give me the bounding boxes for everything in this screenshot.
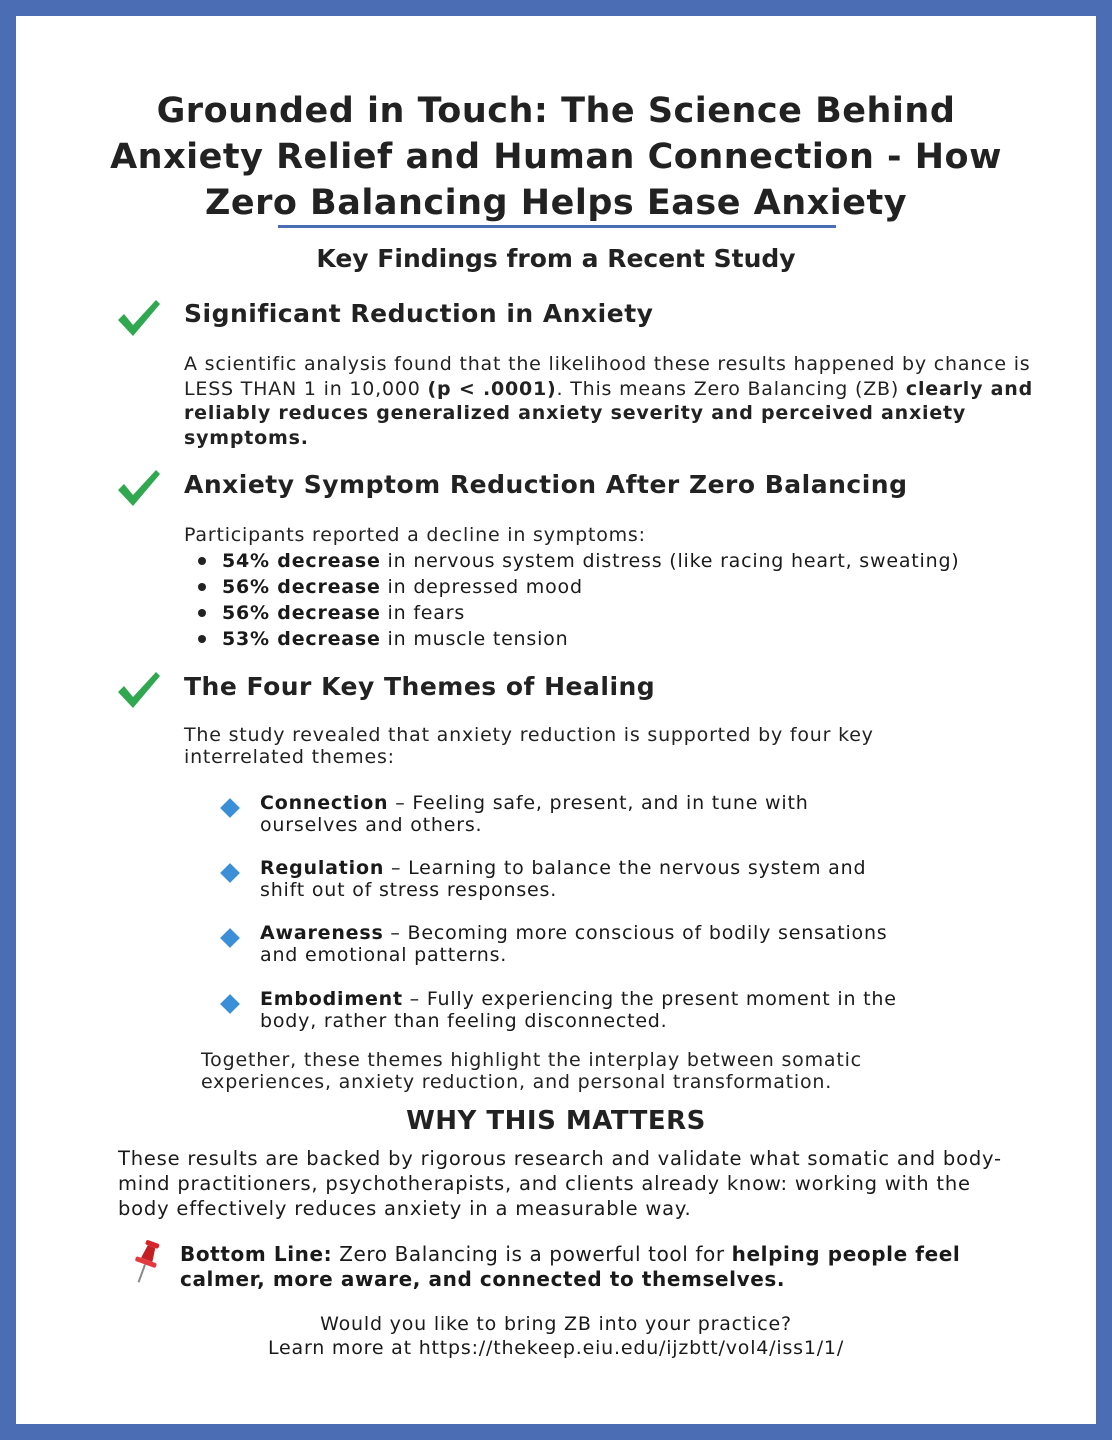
symptom-list (194, 548, 960, 652)
title-divider (278, 225, 836, 228)
title-line-1: Grounded in Touch: The Science Behind (156, 91, 956, 131)
checkmark-icon (116, 298, 162, 338)
section-1-heading: Significant Reduction in Anxiety (184, 299, 654, 328)
bottom-line: Bottom Line: Zero Balancing is a powerful tool for helping people feel calmer, more aware, and connected to themselves. (180, 1242, 961, 1291)
list-item: 53% decrease in muscle tension (194, 626, 960, 652)
section-1-text-c: . This means Zero Balancing (ZB) (556, 377, 906, 400)
bottom-line-label: Bottom Line: (180, 1242, 333, 1266)
diamond-bullet-icon (220, 798, 240, 818)
section-2-intro: Participants reported a decline in symptoms: (184, 524, 646, 546)
list-item: 54% decrease in nervous system distress (like racing heart, sweating) (194, 548, 960, 574)
section-2-heading: Anxiety Symptom Reduction After Zero Balancing (184, 470, 908, 499)
checkmark-icon (116, 670, 162, 710)
pushpin-icon (130, 1238, 164, 1286)
themes-summary: Together, these themes highlight the interplay between somatic experiences, anxiety reduction, and personal transformation. (201, 1049, 862, 1093)
diamond-bullet-icon (220, 994, 240, 1014)
flyer-page: Grounded in Touch: The Science Behind Anxiety Relief and Human Connection - How Zero Balancing Helps Ease Anxiety Key Findings from a Recent Study Significant Reduction in Anxiety A scientific analysis found that the likelihood these results happened by chance is LESS THAN 1 in 10,000 (p < .0001). This means Zero Balancing (ZB) clearly and reliably reduces generalized anxiety severity and perceived anxiety symptoms. Anxiety Symptom Reduction After Zero Balancing Participants reported a decline in symptoms: 54% decrease in nervous system distress (like racing heart, sweating) 56% decrease in depressed mood 56% decrease in fears 53% decrease in muscle tension The Four Key Themes of Healing The study revealed that anxiety reduction is supported by four key interrelated themes: Connection – Feeling safe, present, and in tune with ourselves and others. Regulation – Learning to balance the nervous system and shift out of stress responses. Awareness – Becoming more conscious of bodily sensations and emotional patterns. Embodiment – Fully experiencing the present moment in the body, rather than feeling disconnected. Together, these themes highlight the interplay between somatic experiences, anxiety reduction, and personal transformation. WHY THIS MATTERS These results are backed by rigorous research and validate what somatic and body-mind practitioners, psychotherapists, and clients already know: working with the body effectively reduces anxiety in a measurable way. Bottom Line: Zero Balancing is a powerful tool for helping people feel calmer, more aware, and connected to themselves. Would you like to bring ZB into your practice? Learn more at https://thekeep.eiu.edu/ijzbtt/vol4/iss1/1/ (16, 16, 1096, 1424)
page-title (16, 88, 1096, 226)
checkmark-icon (116, 468, 162, 508)
title-line-3: Zero Balancing Helps Ease Anxiety (204, 183, 908, 223)
footer-question: Would you like to bring ZB into your practice? (320, 1313, 792, 1335)
why-body: These results are backed by rigorous research and validate what somatic and body-mind practitioners, psychotherapists, and clients already know: working with the body effectively reduces anxiety in a measurable way. (118, 1147, 1002, 1220)
section-1-text (184, 352, 1034, 450)
diamond-bullet-icon (220, 928, 240, 948)
section-3-heading: The Four Key Themes of Healing (184, 672, 656, 701)
section-3-intro: The study revealed that anxiety reduction is supported by four key interrelated themes: (184, 724, 874, 768)
list-item: 56% decrease in depressed mood (194, 574, 960, 600)
footer-link[interactable]: Learn more at https://thekeep.eiu.edu/ijzbtt/vol4/iss1/1/ (267, 1337, 845, 1359)
subtitle: Key Findings from a Recent Study (316, 244, 796, 273)
why-heading: WHY THIS MATTERS (406, 1106, 706, 1136)
diamond-bullet-icon (220, 863, 240, 883)
section-1-emphasis: clearly and reliably reduces generalized anxiety severity and perceived anxiety symptoms. (184, 377, 1034, 449)
list-item: 56% decrease in fears (194, 600, 960, 626)
title-line-2: Anxiety Relief and Human Connection - How (110, 137, 1002, 177)
p-value: (p < .0001) (427, 377, 557, 400)
section-1-text-a: A scientific analysis found that the likelihood these results happened by chance is LESS THAN 1 in 10,000 (184, 353, 1031, 400)
footer (16, 1312, 1096, 1360)
